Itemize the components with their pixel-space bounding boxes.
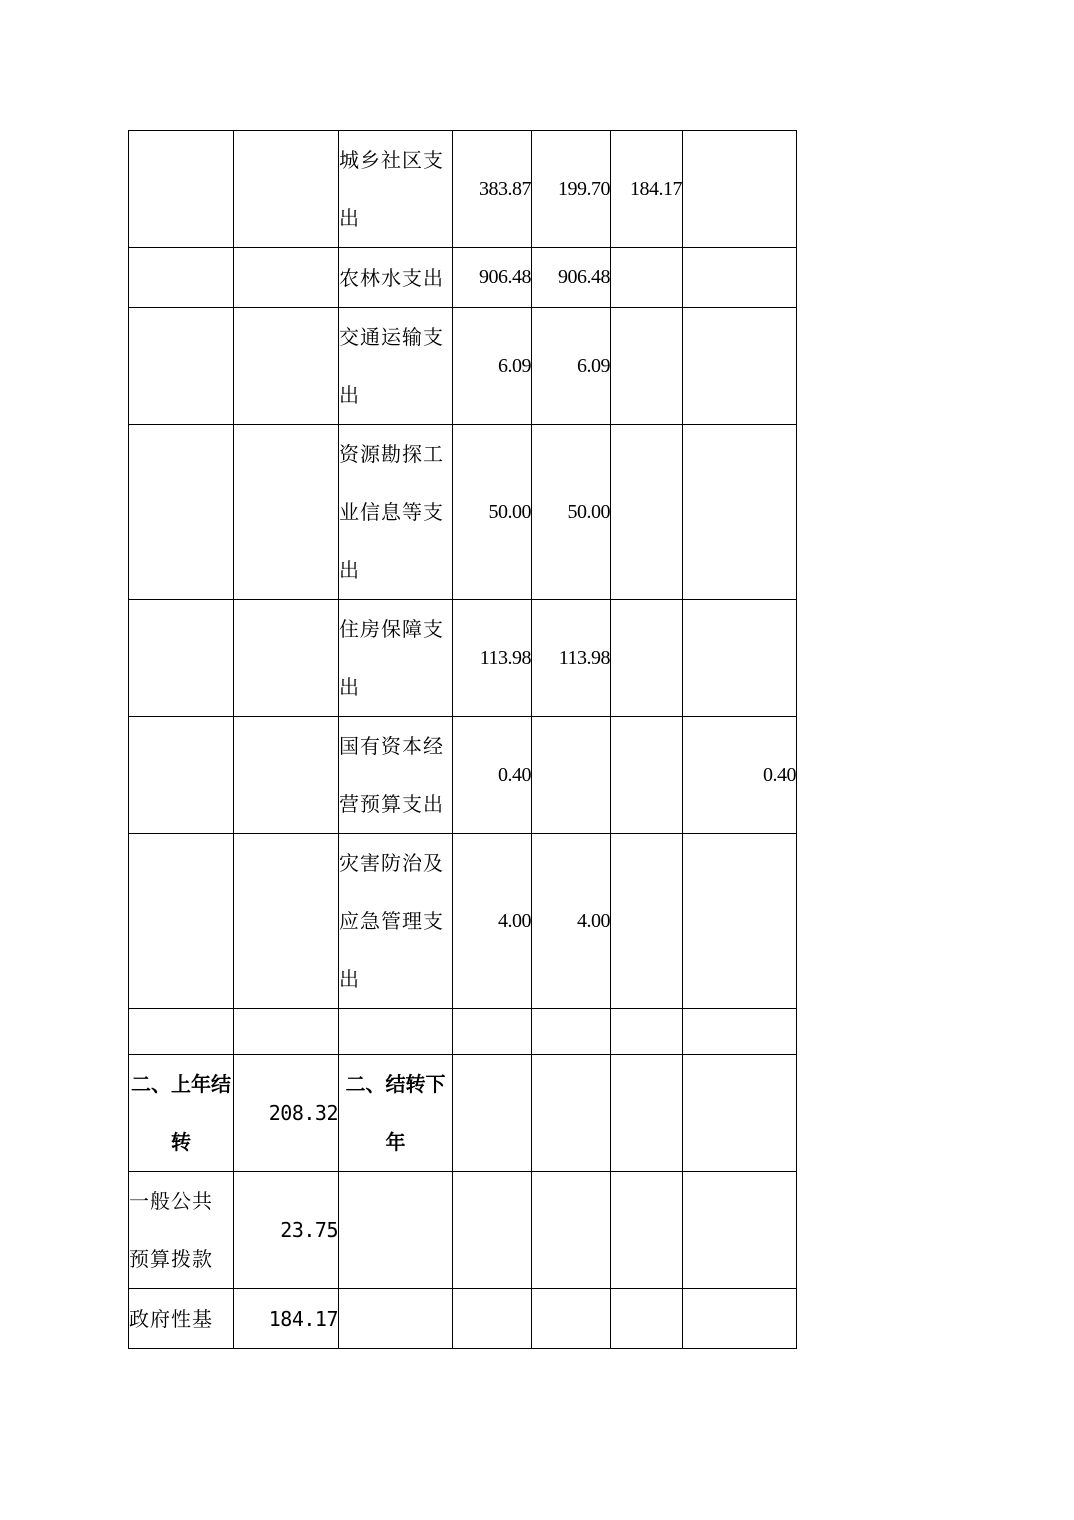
expense-category-label: 住房保障支出 <box>339 600 453 717</box>
table-row <box>129 834 797 1009</box>
state-capital-amount <box>683 834 797 1009</box>
table-cell <box>532 1055 611 1172</box>
table-cell <box>129 248 234 308</box>
table-cell <box>683 1009 797 1055</box>
total-amount: 383.87 <box>453 131 532 248</box>
table-cell <box>532 1172 611 1289</box>
table-row <box>129 1009 797 1055</box>
table-row <box>129 131 797 248</box>
fund-budget-amount <box>611 425 683 600</box>
table-row <box>129 1172 797 1289</box>
table-row <box>129 1289 797 1349</box>
fund-budget-amount: 184.17 <box>611 131 683 248</box>
government-fund-amount: 184.17 <box>234 1289 339 1349</box>
total-amount: 6.09 <box>453 308 532 425</box>
table-row <box>129 600 797 717</box>
table-cell <box>339 1289 453 1349</box>
table-cell <box>129 717 234 834</box>
table-cell <box>129 834 234 1009</box>
next-year-carryover-label: 二、结转下年 <box>339 1055 453 1172</box>
table-cell <box>234 1009 339 1055</box>
fund-budget-amount <box>611 834 683 1009</box>
table-cell <box>129 600 234 717</box>
table-cell <box>611 1289 683 1349</box>
general-budget-amount: 6.09 <box>532 308 611 425</box>
table-cell <box>611 1009 683 1055</box>
expense-category-label: 交通运输支出 <box>339 308 453 425</box>
budget-table <box>128 130 797 1349</box>
table-cell <box>339 1172 453 1289</box>
table-cell <box>129 308 234 425</box>
state-capital-amount <box>683 308 797 425</box>
state-capital-amount <box>683 131 797 248</box>
general-budget-amount: 4.00 <box>532 834 611 1009</box>
table-row <box>129 308 797 425</box>
table-cell <box>234 248 339 308</box>
prior-year-carryover-label: 二、上年结转 <box>129 1055 234 1172</box>
state-capital-amount <box>683 248 797 308</box>
table-cell <box>129 425 234 600</box>
table-cell <box>234 425 339 600</box>
general-budget-amount: 113.98 <box>532 600 611 717</box>
total-amount: 50.00 <box>453 425 532 600</box>
state-capital-amount: 0.40 <box>683 717 797 834</box>
table-cell <box>234 308 339 425</box>
table-cell <box>532 1009 611 1055</box>
general-budget-amount: 50.00 <box>532 425 611 600</box>
total-amount: 113.98 <box>453 600 532 717</box>
fund-budget-amount <box>611 248 683 308</box>
table-cell <box>129 1009 234 1055</box>
general-budget-amount: 906.48 <box>532 248 611 308</box>
fund-budget-amount <box>611 308 683 425</box>
fund-budget-amount <box>611 600 683 717</box>
total-amount: 0.40 <box>453 717 532 834</box>
general-appropriation-label: 一般公共预算拨款 <box>129 1172 234 1289</box>
table-cell <box>129 131 234 248</box>
table-cell <box>683 1055 797 1172</box>
table-cell <box>683 1289 797 1349</box>
general-budget-amount <box>532 717 611 834</box>
table-cell <box>683 1172 797 1289</box>
table-cell <box>532 1289 611 1349</box>
expense-category-label: 城乡社区支出 <box>339 131 453 248</box>
table-cell <box>234 131 339 248</box>
table-cell <box>453 1009 532 1055</box>
state-capital-amount <box>683 425 797 600</box>
table-row <box>129 1055 797 1172</box>
table-cell <box>234 834 339 1009</box>
prior-year-carryover-amount: 208.32 <box>234 1055 339 1172</box>
table-cell <box>339 1009 453 1055</box>
total-amount: 4.00 <box>453 834 532 1009</box>
state-capital-amount <box>683 600 797 717</box>
expense-category-label: 农林水支出 <box>339 248 453 308</box>
table-cell <box>611 1172 683 1289</box>
expense-category-label: 灾害防治及应急管理支出 <box>339 834 453 1009</box>
general-budget-amount: 199.70 <box>532 131 611 248</box>
table-row <box>129 425 797 600</box>
general-appropriation-amount: 23.75 <box>234 1172 339 1289</box>
table-cell <box>234 717 339 834</box>
table-row <box>129 717 797 834</box>
table-cell <box>234 600 339 717</box>
expense-category-label: 资源勘探工业信息等支出 <box>339 425 453 600</box>
table-cell <box>453 1055 532 1172</box>
table-cell <box>611 1055 683 1172</box>
table-cell <box>453 1289 532 1349</box>
government-fund-label: 政府性基 <box>129 1289 234 1349</box>
expense-category-label: 国有资本经营预算支出 <box>339 717 453 834</box>
total-amount: 906.48 <box>453 248 532 308</box>
table-row <box>129 248 797 308</box>
fund-budget-amount <box>611 717 683 834</box>
table-cell <box>453 1172 532 1289</box>
